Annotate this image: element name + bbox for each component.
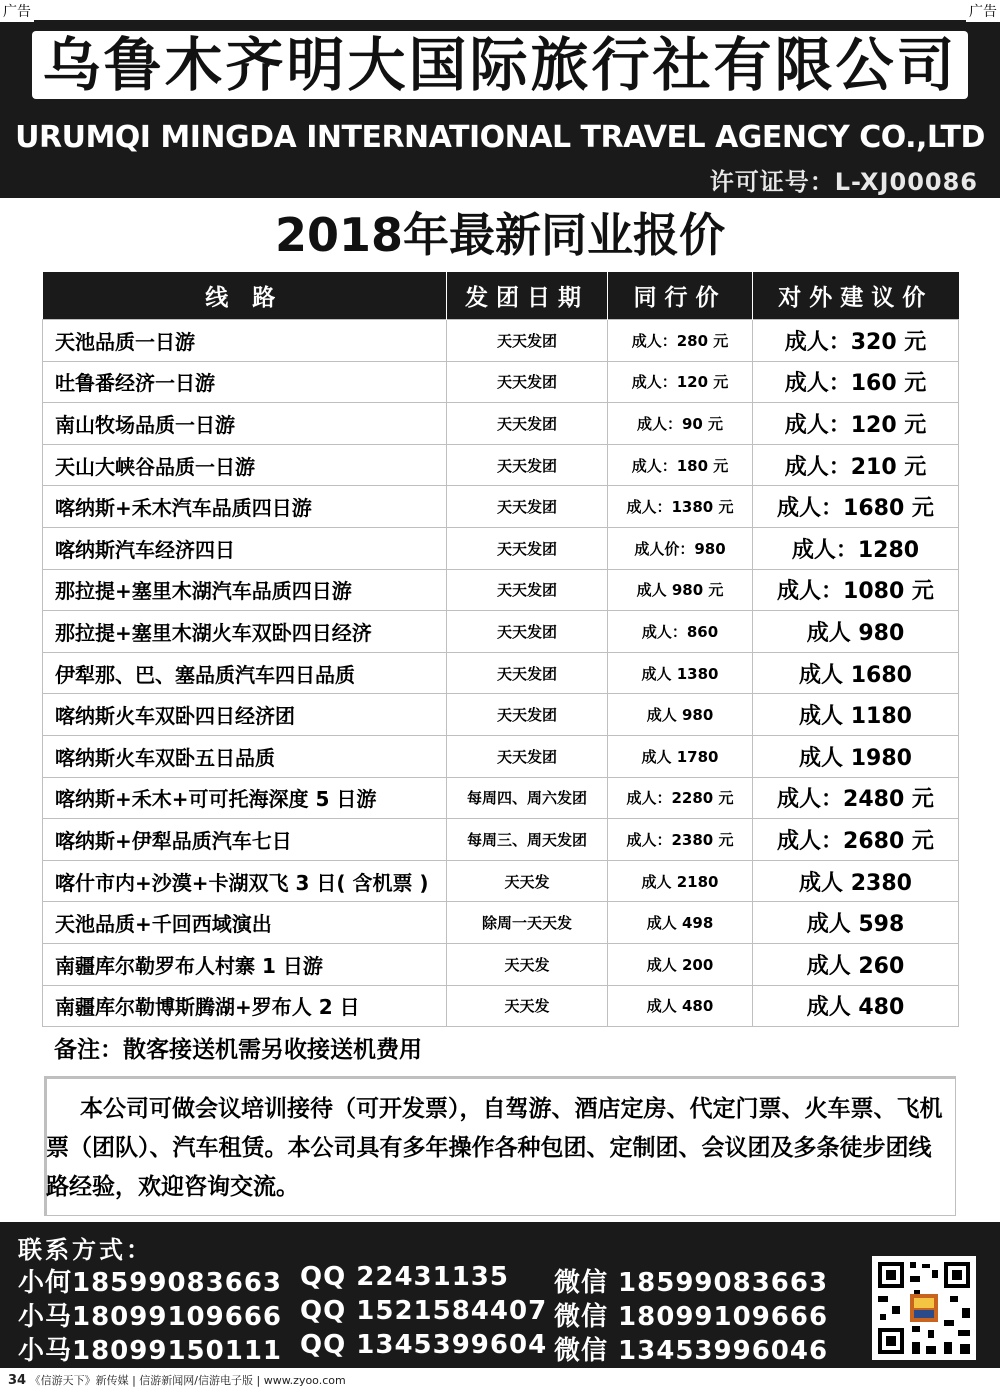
publication-info: 《信游天下》新传媒 | 信游新闻网/信游电子版 | www.zyoo.com	[29, 1374, 346, 1387]
peer-price-cell: 成人：120 元	[608, 361, 753, 403]
peer-price-cell: 成人 1780	[608, 735, 753, 777]
suggested-price-cell: 成人：2680 元	[753, 819, 959, 861]
route-cell: 喀纳斯汽车经济四日	[43, 527, 447, 569]
suggested-price-cell: 成人 598	[753, 902, 959, 944]
route-cell: 吐鲁番经济一日游	[43, 361, 447, 403]
intro-text: 本公司可做会议培训接待（可开发票），自驾游、酒店定房、代定门票、火车票、飞机票（团队）、汽车租赁。本公司具有多年操作各种包团、定制团、会议团及多条徒步团线路经验，欢迎咨询交流。	[46, 1096, 943, 1200]
contact-title: 联系方式：	[18, 1236, 153, 1264]
table-row	[43, 403, 959, 445]
route-cell: 天池品质一日游	[43, 320, 447, 362]
route-cell: 喀纳斯火车双卧五日品质	[43, 735, 447, 777]
suggested-price-cell: 成人：160 元	[753, 361, 959, 403]
date-cell: 天天发	[447, 985, 608, 1027]
date-cell: 天天发团	[447, 694, 608, 736]
peer-price-cell: 成人 980	[608, 694, 753, 736]
date-cell: 天天发团	[447, 569, 608, 611]
table-row	[43, 611, 959, 653]
page-number: 34	[8, 1373, 27, 1388]
route-cell: 伊犁那、巴、塞品质汽车四日品质	[43, 652, 447, 694]
peer-price-cell: 成人 498	[608, 902, 753, 944]
date-cell: 天天发团	[447, 652, 608, 694]
table-row	[43, 527, 959, 569]
peer-price-cell: 成人：860	[608, 611, 753, 653]
peer-price-cell: 成人价：980	[608, 527, 753, 569]
suggested-price-cell: 成人：1280	[753, 527, 959, 569]
date-cell: 每周四、周六发团	[447, 777, 608, 819]
table-row	[43, 985, 959, 1027]
peer-price-cell: 成人：2280 元	[608, 777, 753, 819]
suggested-price-cell: 成人：1680 元	[753, 486, 959, 528]
contact-qq: QQ 1521584407	[300, 1296, 548, 1326]
contact-name-phone: 小马18099150111	[18, 1336, 282, 1366]
suggested-price-cell: 成人：1080 元	[753, 569, 959, 611]
suggested-price-cell: 成人：120 元	[753, 403, 959, 445]
ad-label-left: 广告	[0, 0, 34, 22]
date-cell: 天天发团	[447, 361, 608, 403]
ad-label-right: 广告	[966, 0, 1000, 22]
contact-qq: QQ 1345399604	[300, 1330, 548, 1360]
table-row	[43, 777, 959, 819]
suggested-price-cell: 成人 1680	[753, 652, 959, 694]
table-row	[43, 694, 959, 736]
route-cell: 天池品质+千回西域演出	[43, 902, 447, 944]
peer-price-cell: 成人 480	[608, 985, 753, 1027]
peer-price-cell: 成人 1380	[608, 652, 753, 694]
peer-price-cell: 成人：180 元	[608, 444, 753, 486]
route-cell: 喀纳斯+伊犁品质汽车七日	[43, 819, 447, 861]
note-text: 备注：散客接送机需另收接送机费用	[54, 1037, 422, 1063]
route-cell: 喀纳斯+禾木汽车品质四日游	[43, 486, 447, 528]
date-cell: 天天发团	[447, 320, 608, 362]
price-table	[42, 272, 958, 1027]
company-name-cn	[0, 30, 1000, 100]
qr-code-icon	[872, 1256, 976, 1360]
table-header-row	[43, 272, 959, 320]
peer-price-cell: 成人 2180	[608, 860, 753, 902]
peer-price-cell: 成人：1380 元	[608, 486, 753, 528]
suggested-price-cell: 成人 260	[753, 943, 959, 985]
suggested-price-cell: 成人 2380	[753, 860, 959, 902]
route-cell: 喀纳斯+禾木+可可托海深度 5 日游	[43, 777, 447, 819]
route-cell: 喀纳斯火车双卧四日经济团	[43, 694, 447, 736]
date-cell: 天天发团	[447, 403, 608, 445]
contact-name-phone: 小何18599083663	[18, 1268, 282, 1298]
table-row	[43, 735, 959, 777]
date-cell: 每周三、周天发团	[447, 819, 608, 861]
suggested-price-cell: 成人：2480 元	[753, 777, 959, 819]
table-row	[43, 444, 959, 486]
table-row	[43, 652, 959, 694]
table-row	[43, 569, 959, 611]
suggested-price-cell: 成人：210 元	[753, 444, 959, 486]
contact-wechat: 微信 18599083663	[554, 1268, 829, 1298]
date-cell: 天天发团	[447, 486, 608, 528]
table-row	[43, 486, 959, 528]
table-row	[43, 860, 959, 902]
date-cell: 天天发团	[447, 527, 608, 569]
header-peer-price: 同行价	[608, 272, 753, 320]
suggested-price-cell: 成人 1980	[753, 735, 959, 777]
header-date: 发团日期	[447, 272, 608, 320]
date-cell: 天天发团	[447, 611, 608, 653]
license-number: 许可证号：L-XJ00086	[709, 168, 978, 196]
route-cell: 南山牧场品质一日游	[43, 403, 447, 445]
suggested-price-cell: 成人 480	[753, 985, 959, 1027]
date-cell: 天天发团	[447, 444, 608, 486]
company-name-cn-text: 乌鲁木齐明大国际旅行社有限公司	[32, 31, 967, 99]
peer-price-cell: 成人 200	[608, 943, 753, 985]
route-cell: 那拉提+塞里木湖火车双卧四日经济	[43, 611, 447, 653]
contact-wechat: 微信 18099109666	[554, 1302, 829, 1332]
table-row	[43, 902, 959, 944]
contact-wechat: 微信 13453996046	[554, 1336, 829, 1366]
table-row	[43, 943, 959, 985]
header-route: 线 路	[43, 272, 447, 320]
route-cell: 喀什市内+沙漠+卡湖双飞 3 日( 含机票 )	[43, 860, 447, 902]
company-name-en: URUMQI MINGDA INTERNATIONAL TRAVEL AGENCY CO.,LTD	[15, 120, 985, 155]
route-cell: 那拉提+塞里木湖汽车品质四日游	[43, 569, 447, 611]
contact-footer	[0, 1222, 1000, 1368]
header-suggested-price: 对外建议价	[753, 272, 959, 320]
quote-title: 2018年最新同业报价	[274, 208, 726, 262]
contact-name-phone: 小马18099109666	[18, 1302, 282, 1332]
suggested-price-cell: 成人 980	[753, 611, 959, 653]
date-cell: 天天发团	[447, 735, 608, 777]
peer-price-cell: 成人 980 元	[608, 569, 753, 611]
peer-price-cell: 成人：90 元	[608, 403, 753, 445]
route-cell: 天山大峡谷品质一日游	[43, 444, 447, 486]
route-cell: 南疆库尔勒罗布人村寨 1 日游	[43, 943, 447, 985]
peer-price-cell: 成人：280 元	[608, 320, 753, 362]
peer-price-cell: 成人：2380 元	[608, 819, 753, 861]
date-cell: 天天发	[447, 943, 608, 985]
suggested-price-cell: 成人：320 元	[753, 320, 959, 362]
table-row	[43, 819, 959, 861]
suggested-price-cell: 成人 1180	[753, 694, 959, 736]
page-footer-line	[0, 1372, 1000, 1390]
qr-code-graphic	[872, 1256, 976, 1360]
date-cell: 天天发	[447, 860, 608, 902]
table-row	[43, 361, 959, 403]
route-cell: 南疆库尔勒博斯腾湖+罗布人 2 日	[43, 985, 447, 1027]
table-row	[43, 320, 959, 362]
header-banner	[0, 20, 1000, 198]
contact-qq: QQ 22431135	[300, 1262, 509, 1292]
date-cell: 除周一天天发	[447, 902, 608, 944]
